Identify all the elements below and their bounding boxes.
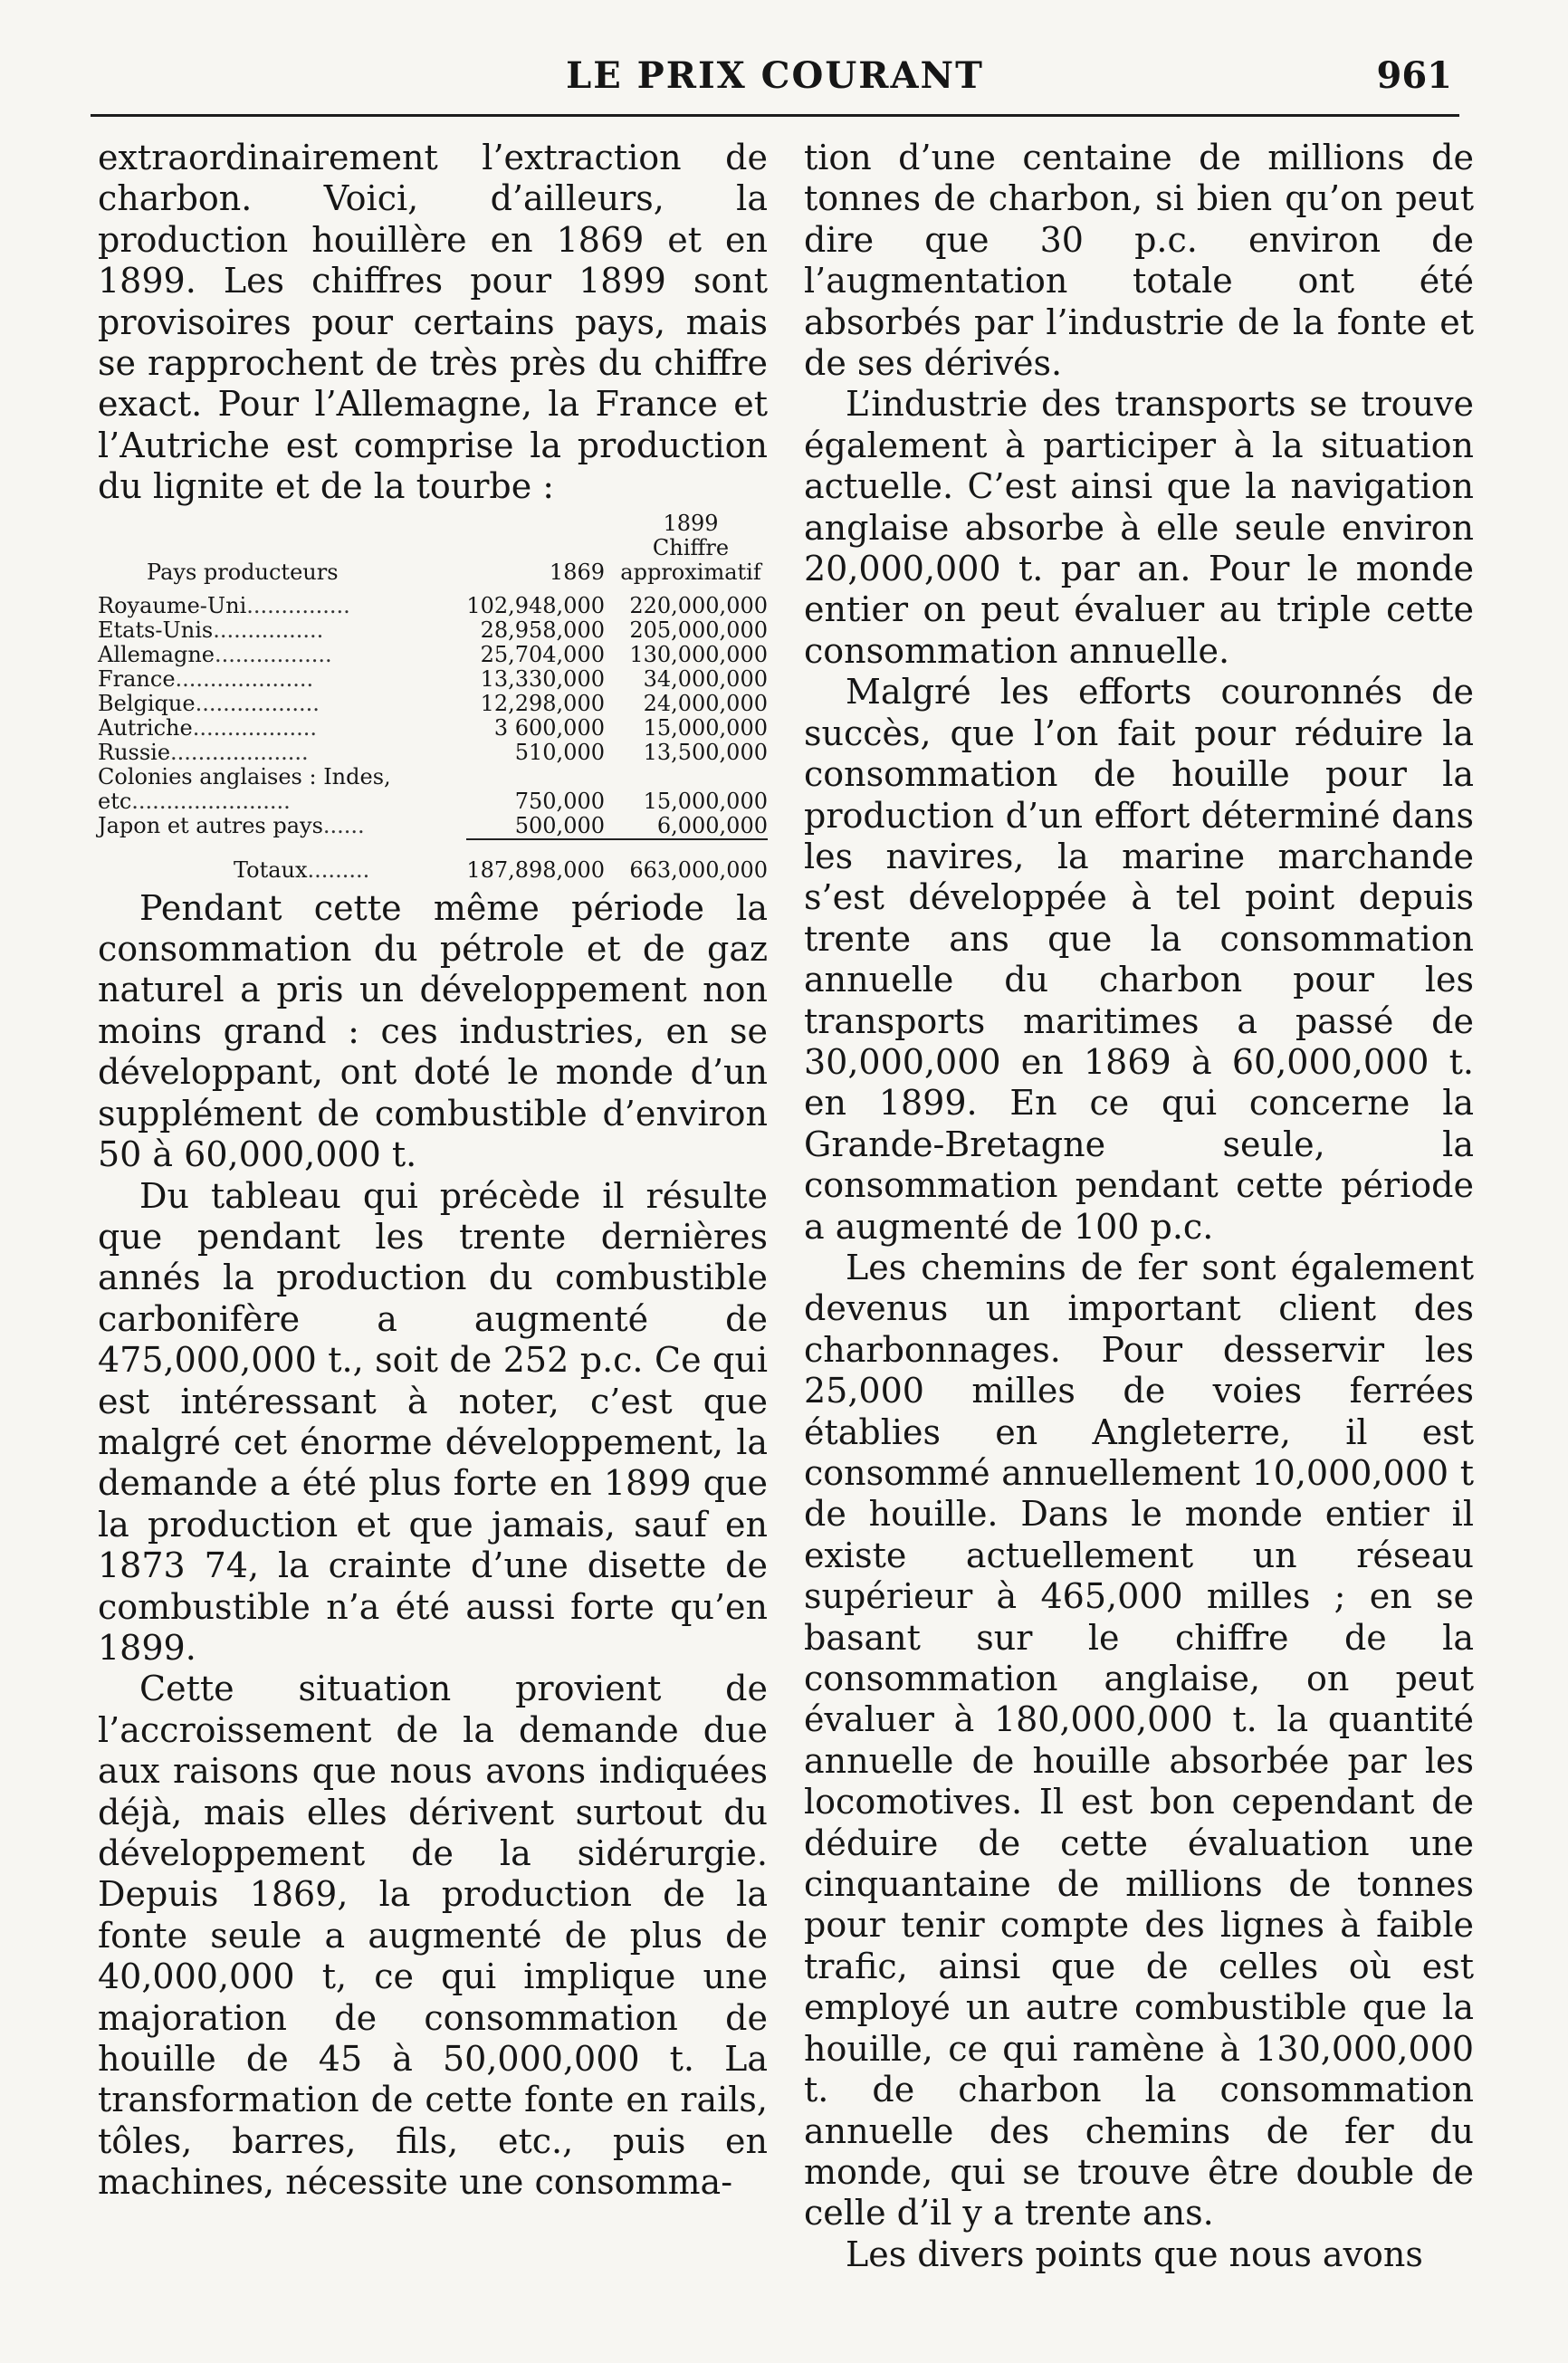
value-1869-cell: 750,000	[514, 788, 605, 814]
paragraph: Du tableau qui précède il résulte que pendant les trente dernières annés la production du combustible carbonifère a augmenté de 475,000,000 t., soit de 252 p.c. Ce qui est intéressant à noter, c’est que malgré cet énorme développement, la demande a été plus forte en 1899 que la production et que jamais, sauf en 1873 74, la crainte d’une disette de combustible n’a été aussi forte qu’en 1899.	[98, 1175, 768, 1668]
table-row	[98, 741, 768, 765]
column-header-1899-chiffre: Chiffre	[652, 534, 730, 560]
country-cell: Russie....................	[98, 739, 309, 765]
table-row	[98, 643, 768, 667]
column-header-1899-year: 1899	[663, 510, 719, 536]
page-number: 961	[1376, 54, 1452, 97]
paragraph: Malgré les efforts couronnés de succès, que l’on fait pour réduire la consommation de houille pour la production d’un effort déterminé dans les navires, la marine marchande s’est développée à tel point depuis trente ans que la consommation annuelle du charbon pour les transports maritimes a passé de 30,000,000 en 1869 à 60,000,000 t. en 1899. En ce qui concerne la Grande-Bretagne seule, la consommation pendant cette période a augmenté de 100 p.c.	[804, 672, 1474, 1247]
value-1899-cell	[614, 765, 768, 789]
value-1899-cell: 34,000,000	[643, 665, 768, 692]
value-1899-cell: 205,000,000	[629, 617, 768, 643]
paragraph: Cette situation provient de l’accroissement de la demande due aux raisons que nous avons indiquées déjà, mais elles dérivent surtout du développement de la sidérurgie. Depuis 1869, la production de la fonte seule a augmenté de plus de 40,000,000 t, ce qui implique une majoration de consommation de houille de 45 à 50,000,000 t. La transformation de cette fonte en rails, tôles, barres, fils, etc., puis en machines, nécessite une consomma-	[98, 1669, 768, 2203]
country-cell: France....................	[98, 665, 314, 692]
table-row	[98, 692, 768, 716]
column-header-1899	[614, 512, 768, 594]
value-1899-cell: 130,000,000	[629, 641, 768, 667]
value-1899-cell: 220,000,000	[629, 592, 768, 618]
column-header-country: Pays producteurs	[147, 559, 339, 585]
running-head	[91, 47, 1459, 110]
running-title: LE PRIX COURANT	[566, 54, 984, 97]
country-cell: Etats-Unis................	[98, 617, 324, 643]
total-label: Totaux.........	[234, 856, 370, 883]
table-body	[98, 594, 768, 839]
paragraph: extraordinairement l’extraction de charbon. Voici, d’ailleurs, la production houillère en 1869 et en 1899. Les chiffres pour 1899 sont provisoires pour certains pays, mais se rapprochent de très près du chiffre exact. Pour l’Allemagne, la France et l’Autriche est comprise la production du lignite et de la tourbe :	[98, 138, 768, 507]
paragraph: tion d’une centaine de millions de tonnes de charbon, si bien qu’on peut dire que 30 p.c. environ de l’augmentation totale ont été absorbés par l’industrie de la fonte et de ses dérivés.	[804, 138, 1474, 384]
paragraph: Les divers points que nous avons	[846, 2234, 1423, 2274]
table-header-row	[98, 512, 768, 594]
value-1899-cell: 24,000,000	[643, 690, 768, 716]
country-cell: Allemagne.................	[98, 641, 332, 667]
country-cell: Autriche..................	[98, 714, 318, 741]
paragraph: Les chemins de fer sont également devenus un important client des charbonnages. Pour desservir les 25,000 milles de voies ferrées établies en Angleterre, il est consommé annuellement 10,000,000 t de houille. Dans le monde entier il existe actuellement un réseau supérieur à 465,000 milles ; en se basant sur le chiffre de la consommation anglaise, on peut évaluer à 180,000,000 t. la quantité annuelle de houille absorbée par les locomotives. Il est bon cependant de déduire de cette évaluation une cinquantaine de millions de tonnes pour tenir compte des lignes à faible trafic, ainsi que de celles où est employé un autre combustible que la houille, ce qui ramène à 130,000,000 t. de charbon la consommation annuelle des chemins de fer du monde, qui se trouve être double de celle d’il y a trente ans.	[804, 1247, 1474, 2234]
total-1899: 663,000,000	[629, 856, 768, 883]
value-1869-cell: 25,704,000	[480, 641, 605, 667]
country-cell: Royaume-Uni...............	[98, 592, 350, 618]
value-1899-cell: 6,000,000	[656, 812, 768, 838]
country-cell: Colonies anglaises : Indes,	[98, 763, 391, 789]
value-1899-cell: 15,000,000	[643, 714, 768, 741]
table-row	[98, 789, 768, 814]
table-row	[98, 814, 768, 839]
value-1869-cell: 13,330,000	[480, 665, 605, 692]
table-row	[98, 667, 768, 692]
value-1869-cell: 102,948,000	[466, 592, 605, 618]
value-1869-cell: 3 600,000	[493, 714, 605, 741]
table-row	[98, 716, 768, 741]
country-cell: Belgique..................	[98, 690, 320, 716]
country-cell: Japon et autres pays......	[98, 813, 365, 839]
value-1869-cell	[466, 765, 614, 789]
right-column	[804, 138, 1474, 2275]
value-1869-cell: 12,298,000	[480, 690, 605, 716]
table-row	[98, 594, 768, 618]
value-1899-cell: 13,500,000	[643, 739, 768, 765]
paragraph: L’industrie des transports se trouve également à participer à la situation actuelle. C’est ainsi que la navigation anglaise absorbe à elle seule environ 20,000,000 t. par an. Pour le monde entier on peut évaluer au triple cette consommation annuelle.	[804, 384, 1474, 671]
column-header-1899-approx: approximatif	[620, 559, 761, 585]
column-header-1869: 1869	[549, 559, 605, 585]
country-cell: etc.......................	[98, 788, 291, 814]
value-1869-cell: 28,958,000	[480, 617, 605, 643]
value-1869-cell: 510,000	[514, 739, 605, 765]
table-total-row	[98, 842, 768, 883]
table-row	[98, 765, 768, 789]
table-row	[98, 618, 768, 643]
paragraph: Pendant cette même période la consommation du pétrole et de gaz naturel a pris un développement non moins grand : ces industries, en se développant, ont doté le monde d’un supplément de combustible d’environ 50 à 60,000,000 t.	[98, 887, 768, 1175]
left-column	[98, 138, 768, 2204]
header-rule	[91, 114, 1459, 117]
coal-production-table	[98, 512, 768, 883]
value-1869-cell: 500,000	[514, 812, 605, 838]
total-1869: 187,898,000	[466, 856, 605, 883]
value-1899-cell: 15,000,000	[643, 788, 768, 814]
